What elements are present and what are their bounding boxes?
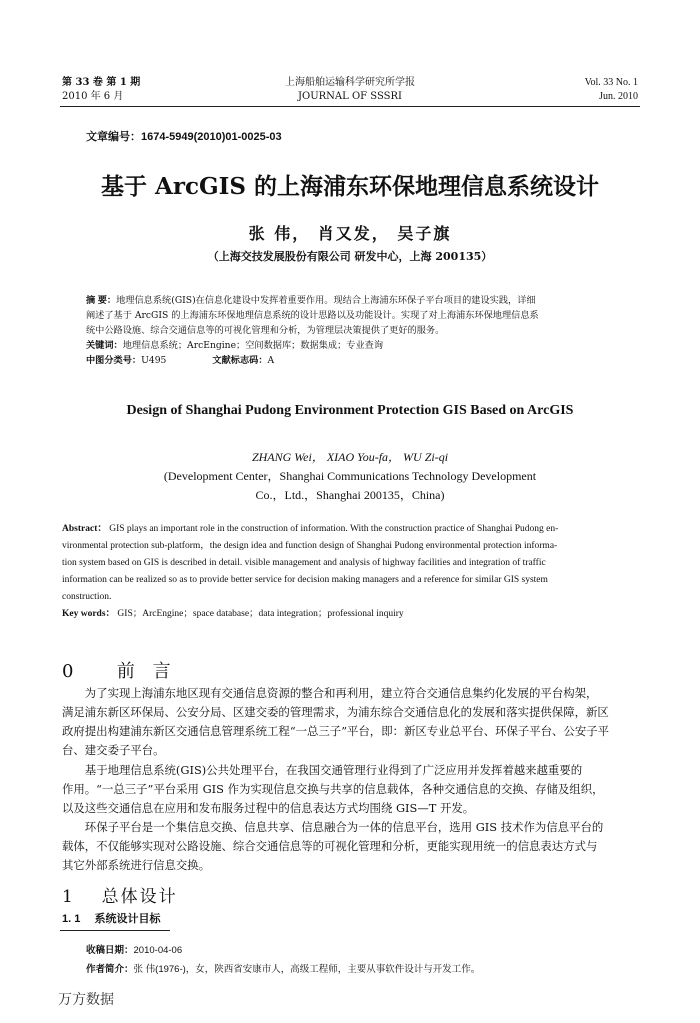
journal-volume-en: [585, 76, 638, 104]
author-bio: 作者简介：张 伟(1976-)，女，陕西省安康市人，高级工程师，主要从事软件设计与开发工作。: [86, 964, 481, 975]
title-cn: 基于 ArcGIS 的上海浦东环保地理信息系统设计: [101, 173, 599, 200]
received-date: 收稿日期：2010-04-06: [86, 945, 183, 956]
abstract-cn-line-1: 摘 要：地理信息系统(GIS)在信息化建设中发挥着重要作用。现结合上海浦东环保子平台项目的建设实践，详细: [86, 295, 536, 306]
classification-line: 中图分类号：U495 文献标志码：A: [86, 355, 275, 366]
affiliation-cn: （上海交技发展股份有限公司 研发中心，上海 200135）: [207, 250, 493, 263]
abstract-en-line-1: Abstract： GIS plays an important role in the construction of information. With the construction practice of Shanghai Pudong en-: [62, 524, 559, 534]
article-number: 文章编号：1674-5949(2010)01-0025-03: [86, 131, 282, 143]
abstract-en-line-5: construction.: [62, 592, 112, 602]
paragraph-1: 为了实现上海浦东地区现有交通信息资源的整合和再利用，建立符合交通信息集约化发展的平台构架， 满足浦东新区环保局、公安分局、区建交委的管理需求，为浦东综合交通信息化的发展和落实提供保障，新区 政府提出构建浦东新区交通信息管理系统工程“一总三子”平台，即：新区专业总平台、环保子平台、公安子平 台、建交委子平台。: [62, 686, 610, 757]
keywords-en: Key words： GIS；ArcEngine；space database；data integration；professional inquiry: [62, 609, 404, 619]
abstract-en-line-3: tion system based on GIS is described in detail. visible management and analysis of highway facilities and integration of traffic: [62, 558, 546, 568]
abstract-cn-label: 摘 要：: [86, 295, 117, 305]
footnote-rule: [60, 930, 170, 931]
abstract-cn: [86, 293, 626, 368]
header-rule: [60, 106, 640, 107]
abstract-cn-line-3: 统中公路设施、综合交通信息等的可视化管理和分析，为管理层决策提供了更好的服务。: [86, 325, 445, 336]
abstract-en-label: Abstract：: [62, 524, 107, 534]
affiliation-en: (Development Center，Shanghai Communications Technology Development Co.，Ltd.，Shanghai 200135，China): [163, 469, 537, 502]
journal-name-cn: 上海船舶运输科学研究所学报: [285, 77, 415, 88]
abstract-en: [62, 521, 640, 623]
paragraph-2: 基于地理信息系统(GIS)公共处理平台，在我国交通管理行业得到了广泛应用并发挥着越来越重要的 作用。“一总三子”平台采用 GIS 作为实现信息交换与共享的信息载体，各种交通信息的交换、存储及组织， 以及这些交通信息在应用和发布服务过程中的信息表达方式均围绕 GIS—T 开发。: [62, 763, 604, 815]
title-en: Design of Shanghai Pudong Environment Protection GIS Based on ArcGIS: [126, 403, 574, 418]
section-0-heading: 0 前 言: [62, 661, 177, 682]
watermark: 万方数据: [58, 992, 114, 1008]
journal-name: [200, 76, 500, 104]
issue-date: 2010 年 6 月: [62, 91, 124, 102]
volume-issue: 第 33 卷 第 1 期: [62, 77, 141, 88]
authors-cn: 张 伟， 肖又发， 吴子旗: [248, 224, 452, 243]
authors-en: ZHANG Wei， XIAO You-fa， WU Zi-qi: [251, 450, 449, 464]
journal-name-en: JOURNAL OF SSSRI: [298, 91, 402, 102]
date-en: Jun. 2010: [599, 91, 638, 102]
section-1-1-heading: 1. 1 系统设计目标: [62, 913, 161, 925]
abstract-en-line-4: information can be realized so as to provide better service for decision making managers and a reference for similar GIS system: [62, 575, 548, 585]
journal-volume-issue: [62, 76, 140, 104]
volume-en: Vol. 33 No. 1: [584, 77, 638, 88]
abstract-en-line-2: vironmental protection sub-platform，the design idea and function design of Shanghai Pudong environmental protection informa-: [62, 541, 558, 551]
paragraph-3: 环保子平台是一个集信息交换、信息共享、信息融合为一体的信息平台，选用 GIS 技术作为信息平台的 载体，不仅能够实现对公路设施、综合交通信息等的可视化管理和分析，更能实现用统一的信息表达方式与 其它外部系统进行信息交换。: [62, 820, 604, 872]
abstract-cn-line-2: 阐述了基于 ArcGIS 的上海浦东环保地理信息系统的设计思路以及功能设计。实现了对上海浦东环保地理信息系: [86, 310, 539, 321]
section-1-heading: 1 总体设计: [62, 887, 178, 907]
keywords-cn: 关键词：地理信息系统；ArcEngine；空间数据库；数据集成；专业查询: [86, 340, 384, 351]
